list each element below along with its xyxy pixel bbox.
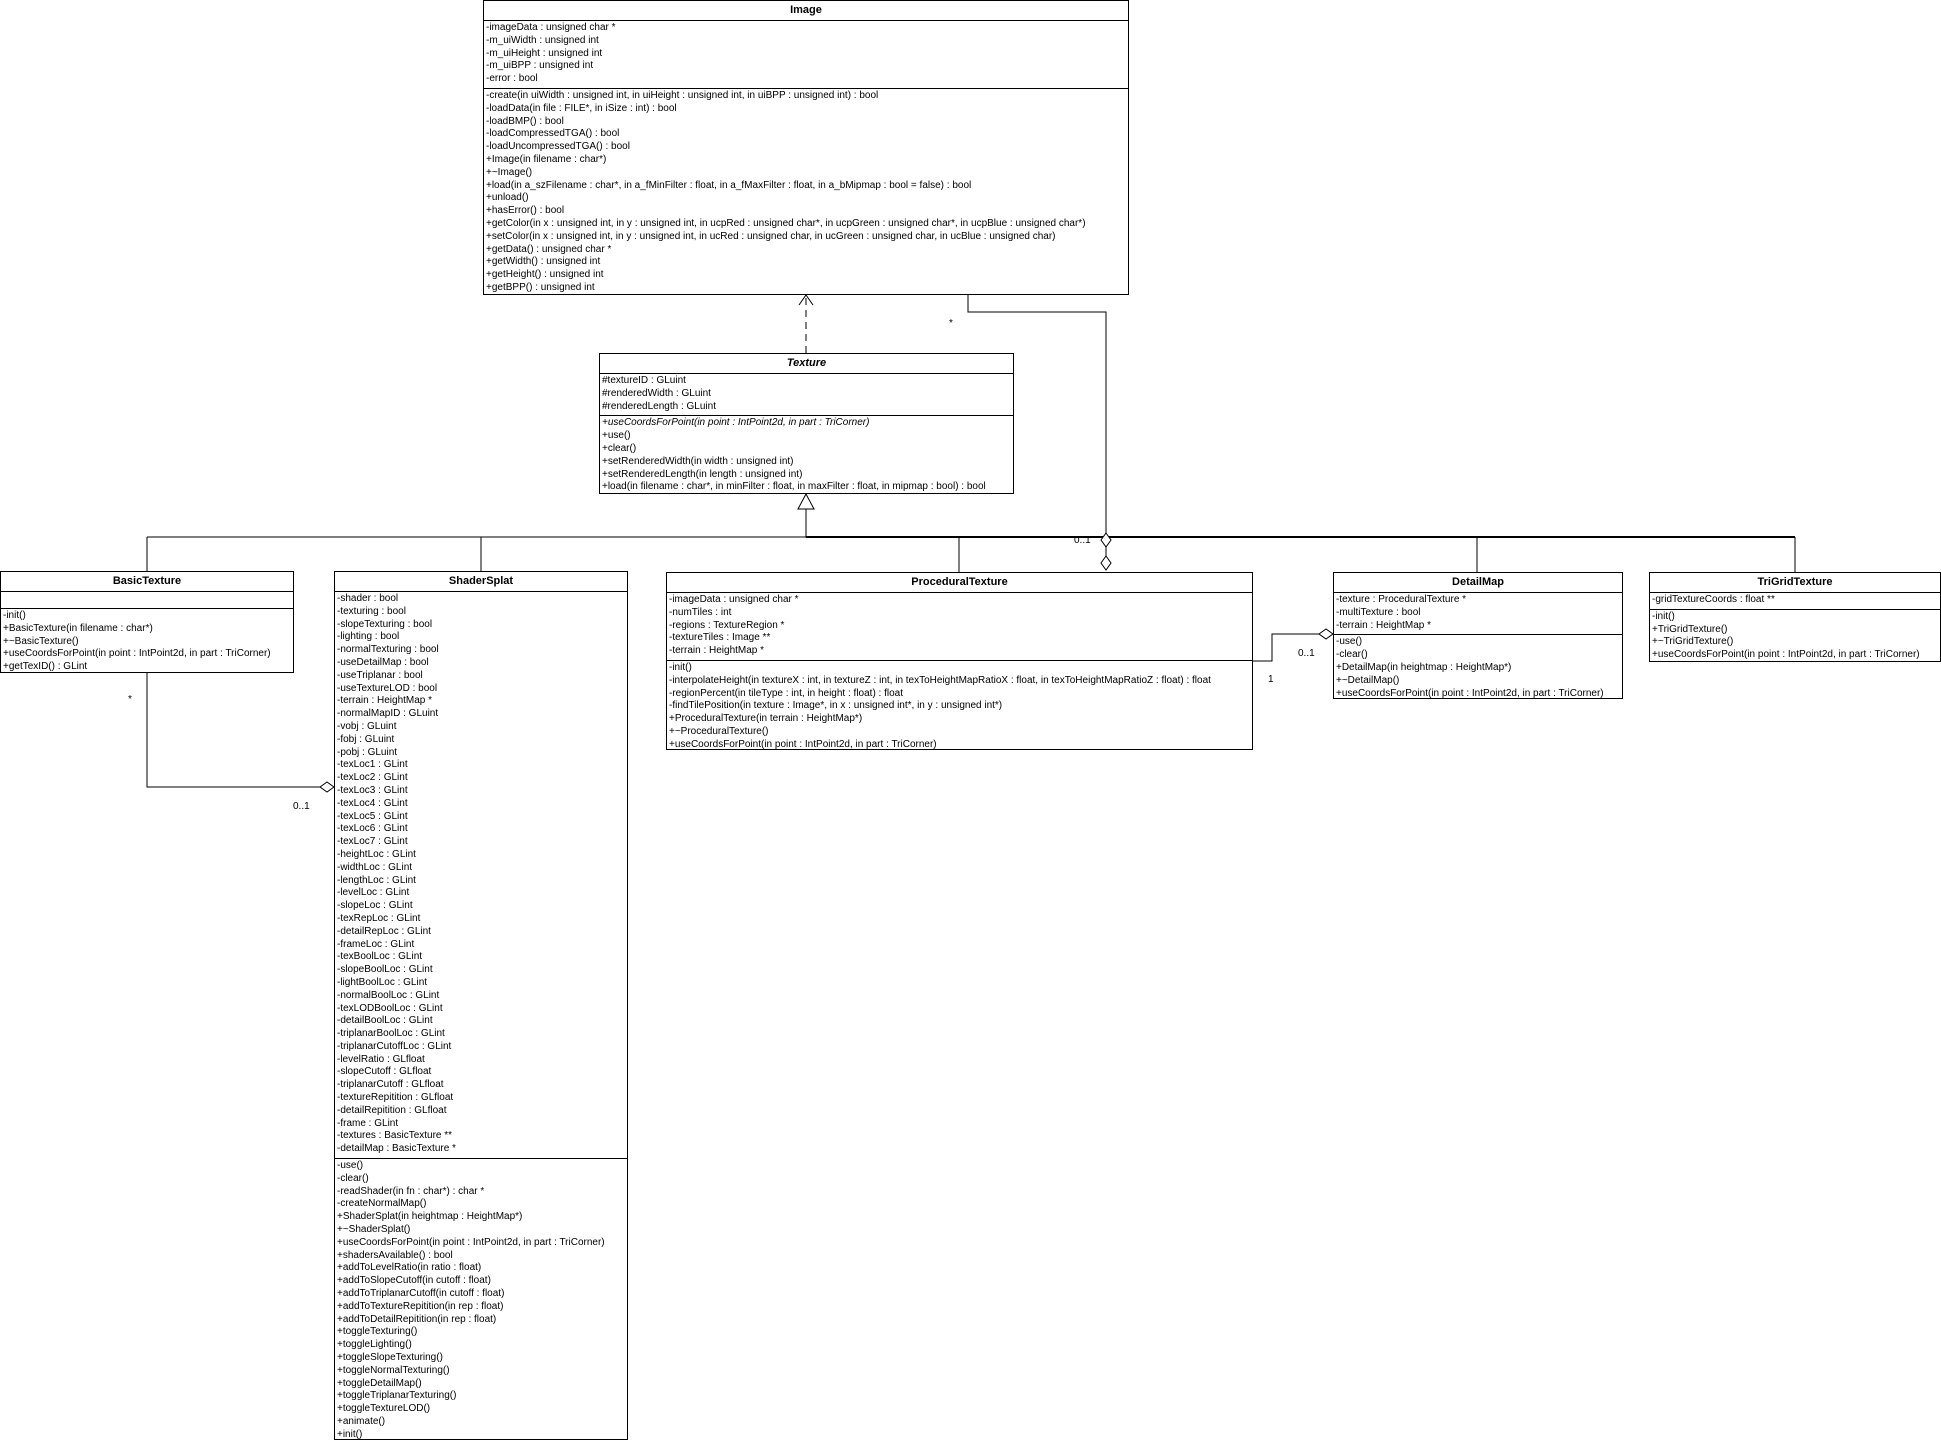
class-member: #renderedWidth : GLuint — [602, 387, 711, 399]
class-member: +addToSlopeCutoff(in cutoff : float) — [337, 1275, 491, 1287]
class-member: -imageData : unsigned char * — [486, 22, 616, 33]
class-proceduraltexture — [666, 572, 1253, 750]
class-member: +setColor(in x : unsigned int, in y : unsigned int, in ucRed : unsigned char, in ucGreen : unsigned char, in ucBlue : unsigned char) — [486, 230, 1056, 242]
class-basictexture — [0, 571, 294, 673]
multiplicity-image-star: * — [949, 318, 953, 329]
class-member: -init() — [1652, 610, 1675, 622]
multiplicity-image-zero-one: 0..1 — [1074, 535, 1091, 546]
multiplicity-basic-zero-one: 0..1 — [293, 801, 310, 812]
class-member: -useDetailMap : bool — [337, 656, 429, 668]
class-member: -normalBoolLoc : GLint — [337, 989, 440, 1001]
class-member: +ProceduralTexture(in terrain : HeightMap*) — [669, 713, 863, 725]
class-member: -texLODBoolLoc : GLint — [337, 1002, 443, 1014]
multiplicity-detail-zero-one: 0..1 — [1298, 648, 1315, 659]
class-texture — [599, 353, 1014, 494]
class-member: -texLoc2 : GLint — [337, 772, 408, 784]
class-shadersplat — [334, 571, 628, 1440]
class-member: +~TriGridTexture() — [1652, 636, 1734, 648]
class-member: #renderedLength : GLuint — [602, 400, 716, 412]
class-member: -loadData(in file : FILE*, in iSize : int) : bool — [486, 102, 677, 114]
class-member: +unload() — [486, 192, 529, 204]
class-member: +load(in filename : char*, in minFilter : float, in maxFilter : float, in mipmap : bool) : bool — [602, 481, 986, 493]
class-name: DetailMap — [1334, 573, 1622, 593]
class-member: -terrain : HeightMap * — [337, 695, 433, 707]
class-member: -init() — [3, 610, 26, 621]
class-member: -levelLoc : GLint — [337, 887, 410, 899]
class-member: -textureTiles : Image ** — [669, 632, 771, 644]
class-member: -slopeTexturing : bool — [337, 618, 433, 630]
class-member: -loadCompressedTGA() : bool — [486, 128, 620, 140]
class-member: +shadersAvailable() : bool — [337, 1249, 453, 1261]
class-member: +getTexID() : GLint — [3, 661, 88, 673]
attributes-compartment — [1334, 593, 1622, 635]
class-member: -m_uiBPP : unsigned int — [486, 60, 594, 72]
class-member: +addToLevelRatio(in ratio : float) — [337, 1262, 482, 1274]
class-member: -clear() — [1336, 649, 1368, 661]
class-member: -triplanarCutoffLoc : GLint — [337, 1040, 452, 1052]
class-member: +useCoordsForPoint(in point : IntPoint2d, in part : TriCorner) — [1652, 649, 1920, 661]
class-member: +DetailMap(in heightmap : HeightMap*) — [1336, 661, 1512, 673]
class-member: -terrain : HeightMap * — [1336, 619, 1432, 631]
class-member: -findTilePosition(in texture : Image*, in x : unsigned int*, in y : unsigned int*) — [669, 700, 1003, 712]
class-member: +useCoordsForPoint(in point : IntPoint2d, in part : TriCorner) — [602, 417, 870, 429]
attributes-compartment — [484, 21, 1128, 89]
aggregation-basic-shader — [147, 673, 320, 787]
class-member: +getData() : unsigned char * — [486, 243, 612, 255]
class-member: +addToDetailRepitition(in rep : float) — [337, 1313, 497, 1325]
class-name: ProceduralTexture — [667, 573, 1252, 593]
class-member: -texLoc5 : GLint — [337, 810, 408, 822]
class-member: +toggleSlopeTexturing() — [337, 1352, 443, 1364]
class-member: -normalMapID : GLuint — [337, 708, 439, 720]
class-member: +getHeight() : unsigned int — [486, 269, 604, 281]
class-member: -useTriplanar : bool — [337, 669, 423, 681]
class-member: +~Image() — [486, 166, 533, 178]
class-member: -texLoc1 : GLint — [337, 759, 408, 771]
class-member: -readShader(in fn : char*) : char * — [337, 1185, 485, 1197]
class-member: -slopeLoc : GLint — [337, 900, 413, 912]
class-member: -texLoc4 : GLint — [337, 797, 408, 809]
attributes-compartment — [1, 592, 293, 609]
aggregation-diamond-image — [1101, 533, 1111, 547]
class-name: TriGridTexture — [1650, 573, 1940, 593]
class-member: -detailMap : BasicTexture * — [337, 1143, 456, 1155]
class-member: -m_uiWidth : unsigned int — [486, 34, 599, 46]
class-member: +ShaderSplat(in heightmap : HeightMap*) — [337, 1211, 523, 1223]
operations-compartment — [600, 416, 1013, 496]
class-member: -lengthLoc : GLint — [337, 874, 416, 886]
class-member: -heightLoc : GLint — [337, 848, 416, 860]
class-member: +addToTriplanarCutoff(in cutoff : float) — [337, 1288, 505, 1300]
class-member: -slopeBoolLoc : GLint — [337, 964, 433, 976]
class-member: -use() — [1336, 636, 1363, 648]
class-member: -clear() — [337, 1172, 369, 1184]
class-member: -m_uiHeight : unsigned int — [486, 47, 603, 59]
class-member: +use() — [602, 430, 631, 442]
class-member: +~BasicTexture() — [3, 635, 79, 647]
class-member: +~ShaderSplat() — [337, 1224, 411, 1236]
class-member: -createNormalMap() — [337, 1198, 427, 1210]
class-member: -normalTexturing : bool — [337, 644, 439, 656]
class-member: +clear() — [602, 442, 637, 454]
class-member: -levelRatio : GLfloat — [337, 1053, 425, 1065]
class-member: -textureRepitition : GLfloat — [337, 1092, 454, 1104]
class-member: -use() — [337, 1160, 364, 1172]
class-member: +toggleNormalTexturing() — [337, 1364, 450, 1376]
class-member: -init() — [669, 661, 692, 673]
class-member: -texLoc3 : GLint — [337, 784, 408, 796]
class-member: -detailBoolLoc : GLint — [337, 1015, 433, 1027]
class-member: -frameLoc : GLint — [337, 938, 415, 950]
class-member: -texBoolLoc : GLint — [337, 951, 423, 963]
attributes-compartment — [1650, 593, 1940, 610]
class-member: -texturing : bool — [337, 605, 406, 617]
generalization-triangle — [798, 494, 814, 509]
class-member: +init() — [337, 1428, 363, 1440]
class-member: +setRenderedWidth(in width : unsigned int) — [602, 455, 794, 467]
class-member: -regions : TextureRegion * — [669, 619, 785, 631]
class-member: +addToTextureRepitition(in rep : float) — [337, 1300, 504, 1312]
aggregation-diamond-shader — [320, 782, 334, 792]
class-member: +hasError() : bool — [486, 205, 565, 217]
class-member: -error : bool — [486, 73, 538, 85]
operations-compartment — [484, 89, 1128, 297]
class-member: -triplanarCutoff : GLfloat — [337, 1079, 444, 1091]
class-member: +toggleTexturing() — [337, 1326, 418, 1338]
class-member: -interpolateHeight(in textureX : int, in textureZ : int, in texToHeightMapRatioX : float, in texToHeightMapRatioZ : float) : float — [669, 674, 1211, 686]
class-member: -vobj : GLuint — [337, 720, 397, 732]
class-member: +toggleLighting() — [337, 1339, 412, 1351]
class-member: +~ProceduralTexture() — [669, 725, 769, 737]
class-member: +getBPP() : unsigned int — [486, 281, 595, 293]
class-name: ShaderSplat — [335, 572, 627, 592]
class-member: -shader : bool — [337, 593, 399, 604]
class-member: -pobj : GLuint — [337, 746, 398, 758]
operations-compartment — [1, 609, 293, 676]
class-member: +toggleTextureLOD() — [337, 1403, 431, 1415]
class-member: -slopeCutoff : GLfloat — [337, 1066, 432, 1078]
class-member: +toggleTriplanarTexturing() — [337, 1390, 457, 1402]
class-member: -texLoc6 : GLint — [337, 823, 408, 835]
attributes-compartment — [335, 592, 627, 1159]
class-member: +toggleDetailMap() — [337, 1377, 422, 1389]
class-member: -imageData : unsigned char * — [669, 594, 799, 605]
class-member: -texRepLoc : GLint — [337, 912, 421, 924]
aggregation-diamond-detail — [1319, 629, 1333, 639]
class-member: -fobj : GLuint — [337, 733, 395, 745]
class-name: BasicTexture — [1, 572, 293, 592]
class-member: +useCoordsForPoint(in point : IntPoint2d, in part : TriCorner) — [337, 1236, 605, 1248]
operations-compartment — [667, 661, 1252, 754]
class-name: Texture — [600, 354, 1013, 374]
class-member: +Image(in filename : char*) — [486, 153, 607, 165]
aggregation-diamond-procedural — [1101, 556, 1111, 570]
class-member: +setRenderedLength(in length : unsigned int) — [602, 468, 803, 480]
class-member: -detailRepitition : GLfloat — [337, 1104, 447, 1116]
attributes-compartment — [600, 374, 1013, 416]
class-member: -texLoc7 : GLint — [337, 836, 408, 848]
class-member: -lighting : bool — [337, 631, 400, 643]
class-member: +TriGridTexture() — [1652, 623, 1728, 635]
class-member: -multiTexture : bool — [1336, 606, 1421, 618]
class-member: +load(in a_szFilename : char*, in a_fMinFilter : float, in a_fMaxFilter : float, in a_bMipmap : bool = false) : bool — [486, 179, 972, 191]
class-member: -create(in uiWidth : unsigned int, in uiHeight : unsigned int, in uiBPP : unsigned int) : bool — [486, 89, 879, 101]
class-member: +animate() — [337, 1416, 386, 1427]
class-member: -detailRepLoc : GLint — [337, 925, 431, 937]
class-member: -texture : ProceduralTexture * — [1336, 594, 1467, 605]
class-member: -regionPercent(in tileType : int, in height : float) : float — [669, 687, 904, 699]
class-member: -widthLoc : GLint — [337, 861, 413, 873]
class-member: -terrain : HeightMap * — [669, 645, 765, 657]
class-member: +useCoordsForPoint(in point : IntPoint2d, in part : TriCorner) — [669, 738, 937, 750]
class-member: +useCoordsForPoint(in point : IntPoint2d, in part : TriCorner) — [1336, 687, 1604, 699]
class-member: +BasicTexture(in filename : char*) — [3, 622, 153, 634]
class-member: -useTextureLOD : bool — [337, 682, 438, 694]
multiplicity-basic-star: * — [128, 694, 132, 705]
class-member: +useCoordsForPoint(in point : IntPoint2d, in part : TriCorner) — [3, 648, 271, 660]
class-member: #textureID : GLuint — [602, 375, 686, 386]
class-member: -loadBMP() : bool — [486, 115, 564, 127]
operations-compartment — [335, 1159, 627, 1444]
class-member: -gridTextureCoords : float ** — [1652, 594, 1775, 605]
class-detailmap — [1333, 572, 1623, 699]
class-member: -loadUncompressedTGA() : bool — [486, 141, 630, 153]
class-member: +getWidth() : unsigned int — [486, 256, 601, 268]
class-name: Image — [484, 1, 1128, 21]
class-trigridtexture — [1649, 572, 1941, 662]
class-member: -frame : GLint — [337, 1117, 399, 1129]
multiplicity-procedural-one: 1 — [1268, 674, 1274, 685]
class-member: -triplanarBoolLoc : GLint — [337, 1028, 445, 1040]
class-member: -numTiles : int — [669, 606, 732, 618]
class-member: +~DetailMap() — [1336, 674, 1400, 686]
class-member: +getColor(in x : unsigned int, in y : unsigned int, in ucpRed : unsigned char*, in ucpGreen : unsigned char*, in ucpBlue : unsigned char*) — [486, 217, 1086, 229]
class-image — [483, 0, 1129, 295]
class-member: -textures : BasicTexture ** — [337, 1130, 453, 1142]
attributes-compartment — [667, 593, 1252, 661]
operations-compartment — [1334, 635, 1622, 702]
operations-compartment — [1650, 610, 1940, 664]
class-member: -lightBoolLoc : GLint — [337, 976, 428, 988]
